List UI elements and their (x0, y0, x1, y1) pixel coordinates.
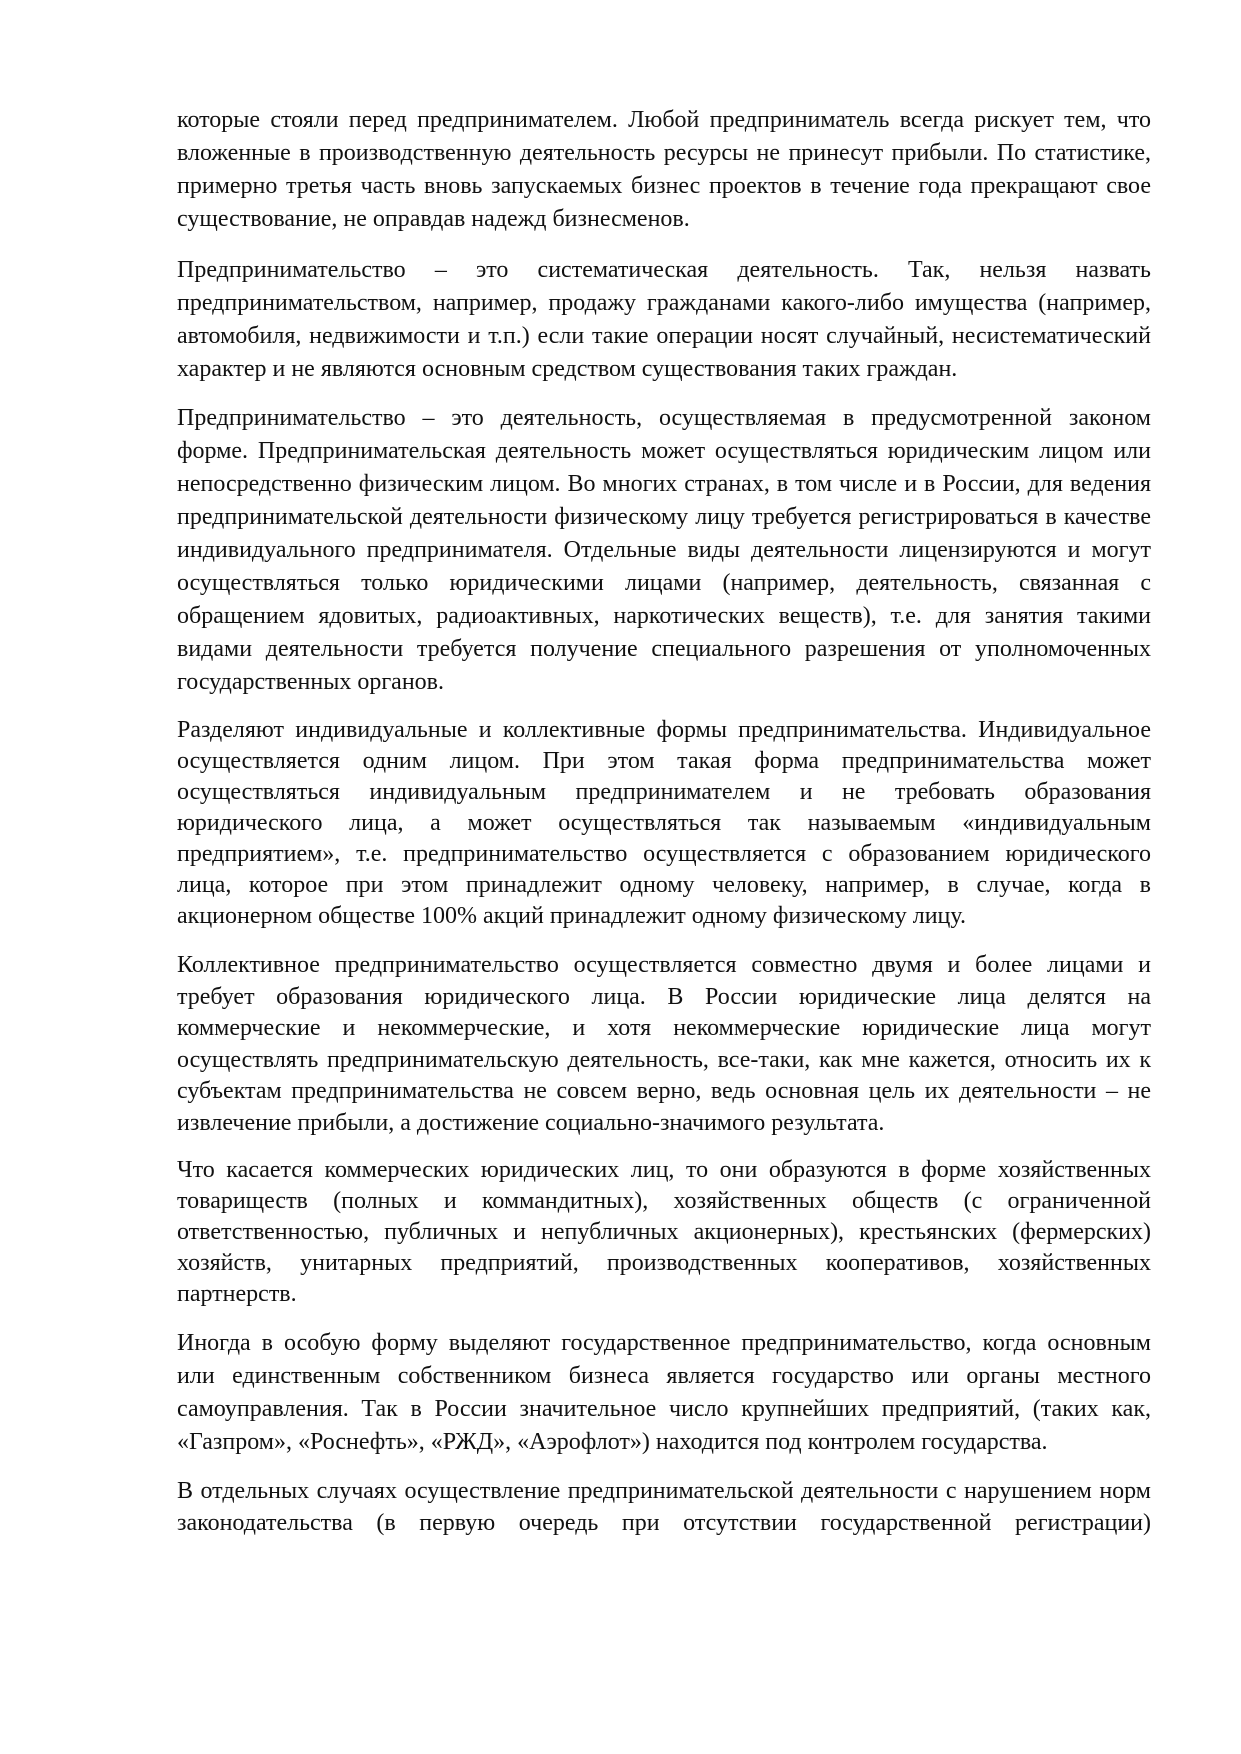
paragraph-3: Предпринимательство – это деятельность, осуществляемая в предусмотренной законом форме. Предпринимательская деятельность может осуществляться юридическим лицом или непосредственно физическим лицом. Во многих странах, в том числе и в России, для ведения предпринимательской деятельности физическому лицу требуется регистрироваться в качестве индивидуального предпринимателя. Отдельные виды деятельности лицензируются и могут осуществляться только юридическими лицами (например, деятельность, связанная с обращением ядовитых, радиоактивных, наркотических веществ), т.е. для занятия такими видами деятельности требуется получение специального разрешения от уполномоченных государственных органов. (177, 405, 1151, 695)
paragraph-8: В отдельных случаях осуществление предпринимательской деятельности с нарушением норм законодательства (в первую очередь при отсутствии государственной регистрации) (177, 1478, 1151, 1536)
paragraph-6: Что касается коммерческих юридических лиц, то они образуются в форме хозяйственных товариществ (полных и коммандитных), хозяйственных обществ (с ограниченной ответственностью, публичных и непубличных акционерных), крестьянских (фермерских) хозяйств, унитарных предприятий, производственных кооперативов, хозяйственных партнерств. (177, 1157, 1151, 1307)
paragraph-7: Иногда в особую форму выделяют государственное предпринимательство, когда основным или единственным собственником бизнеса является государство или органы местного самоуправления. Так в России значительное число крупнейших предприятий, (таких как, «Газпром», «Роснефть», «РЖД», «Аэрофлот») находится под контролем государства. (177, 1330, 1151, 1455)
document-page (177, 104, 1151, 1539)
paragraph-1: которые стояли перед предпринимателем. Любой предприниматель всегда рискует тем, что вложенные в производственную деятельность ресурсы не принесут прибыли. По статистике, примерно третья часть вновь запускаемых бизнес проектов в течение года прекращают свое существование, не оправдав надежд бизнесменов. (177, 107, 1151, 232)
paragraph-5: Коллективное предпринимательство осуществляется совместно двумя и более лицами и требует образования юридического лица. В России юридические лица делятся на коммерческие и некоммерческие, и хотя некоммерческие юридические лица могут осуществлять предпринимательскую деятельность, все-таки, как мне кажется, относить их к субъектам предпринимательства не совсем верно, ведь основная цель их деятельности – не извлечение прибыли, а достижение социально-значимого результата. (177, 952, 1151, 1136)
paragraph-4: Разделяют индивидуальные и коллективные формы предпринимательства. Индивидуальное осуществляется одним лицом. При этом такая форма предпринимательства может осуществляться индивидуальным предпринимателем и не требовать образования юридического лица, а может осуществляться так называемым «индивидуальным предприятием», т.е. предпринимательство осуществляется с образованием юридического лица, которое при этом принадлежит одному человеку, например, в случае, когда в акционерном обществе 100% акций принадлежит одному физическому лицу. (177, 717, 1151, 929)
paragraph-2: Предпринимательство – это систематическая деятельность. Так, нельзя назвать предпринимательством, например, продажу гражданами какого-либо имущества (например, автомобиля, недвижимости и т.п.) если такие операции носят случайный, несистематический характер и не являются основным средством существования таких граждан. (177, 257, 1151, 382)
